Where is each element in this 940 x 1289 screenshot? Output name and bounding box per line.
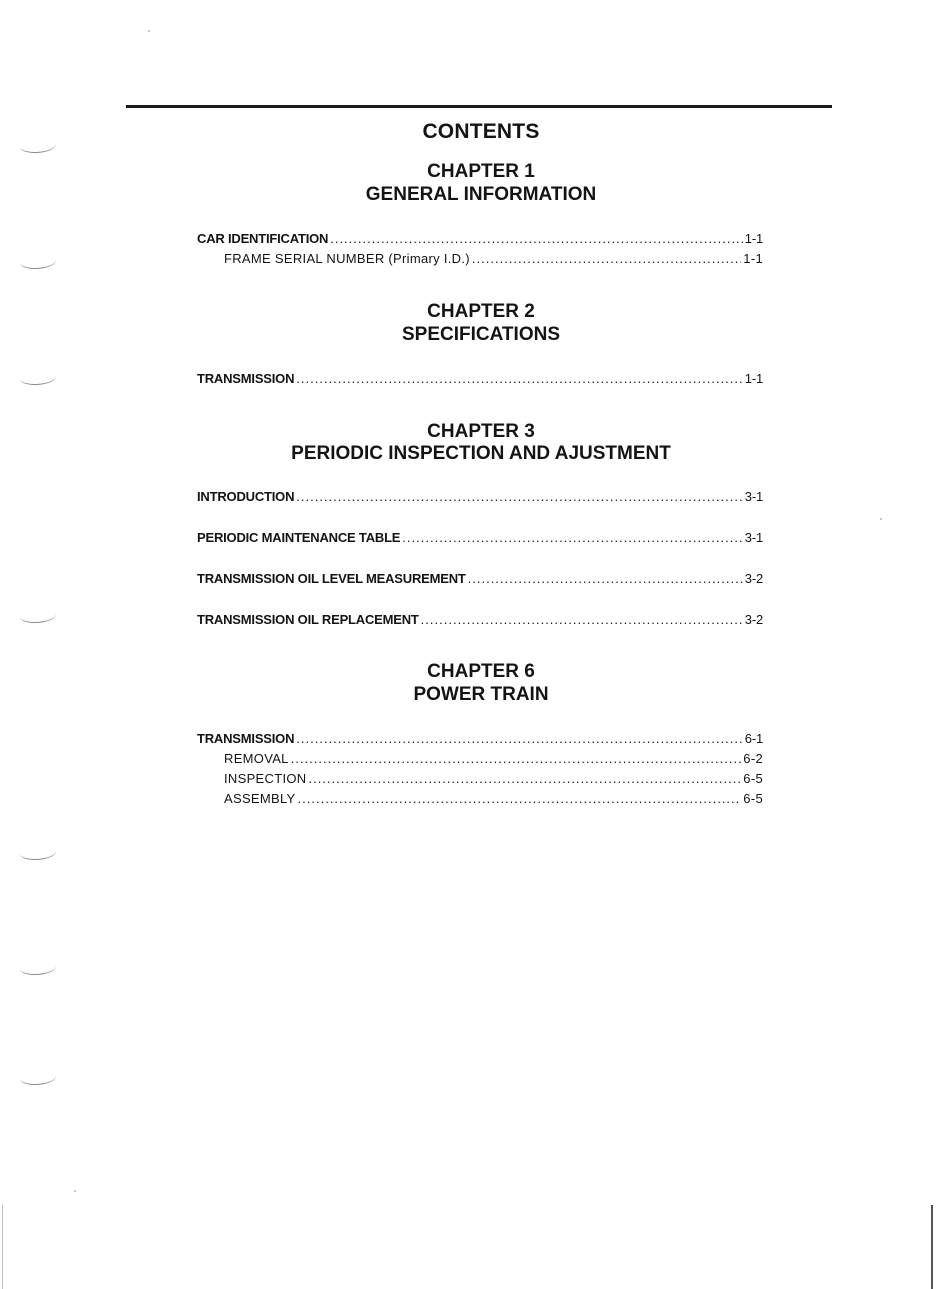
toc-entry-label: INSPECTION <box>224 771 307 786</box>
chapter-3-number: CHAPTER 3 <box>427 421 535 442</box>
toc-entry-page: 6-1 <box>744 731 763 746</box>
toc-entry-inspection[interactable] <box>224 770 763 787</box>
dot-leader <box>296 488 743 505</box>
chapter-6-number: CHAPTER 6 <box>427 661 535 682</box>
toc-entry-assembly[interactable] <box>224 790 763 807</box>
page-edge-line <box>931 1205 933 1289</box>
binder-hole-mark <box>20 1070 56 1085</box>
toc-entry-page: 1-1 <box>743 251 763 266</box>
toc-entry-page: 3-2 <box>744 612 763 627</box>
toc-entry-frame-serial-number[interactable] <box>224 250 763 267</box>
toc-entry-label: TRANSMISSION <box>197 371 295 386</box>
header-rule <box>126 105 832 108</box>
chapter-1-title: GENERAL INFORMATION <box>365 184 597 205</box>
toc-entry-car-identification[interactable] <box>197 230 763 247</box>
dot-leader <box>296 730 743 747</box>
binder-hole-mark <box>20 960 56 975</box>
toc-entry-label: TRANSMISSION OIL REPLACEMENT <box>197 612 419 627</box>
contents-title: CONTENTS <box>422 120 540 143</box>
toc-entry-label: ASSEMBLY <box>224 791 296 806</box>
toc-entry-introduction[interactable] <box>197 488 763 505</box>
toc-entry-page: 1-1 <box>744 231 763 246</box>
toc-entry-periodic-maintenance-table[interactable] <box>197 529 763 546</box>
toc-entry-oil-replacement[interactable] <box>197 611 763 628</box>
toc-entry-label: REMOVAL <box>224 751 289 766</box>
toc-entry-label: FRAME SERIAL NUMBER (Primary I.D.) <box>224 251 470 266</box>
toc-entry-oil-level-measurement[interactable] <box>197 570 763 587</box>
toc-entry-page: 3-1 <box>744 489 763 504</box>
toc-entry-page: 3-1 <box>744 530 763 545</box>
scan-speck <box>880 518 882 520</box>
binder-hole-mark <box>20 845 56 860</box>
scan-speck <box>148 30 150 32</box>
toc-entry-page: 6-5 <box>743 771 763 786</box>
dot-leader <box>421 611 743 628</box>
toc-entry-removal[interactable] <box>224 750 763 767</box>
dot-leader <box>291 750 742 767</box>
toc-entry-page: 3-2 <box>744 571 763 586</box>
toc-entry-transmission-power-train[interactable] <box>197 730 763 747</box>
chapter-1-number: CHAPTER 1 <box>427 161 535 182</box>
scan-speck <box>74 1190 76 1192</box>
chapter-3-title: PERIODIC INSPECTION AND AJUSTMENT <box>291 443 671 464</box>
binder-hole-mark <box>20 138 56 153</box>
dot-leader <box>296 370 743 387</box>
dot-leader <box>472 250 741 267</box>
binder-hole-mark <box>20 254 56 269</box>
toc-entry-page: 1-1 <box>744 371 763 386</box>
toc-entry-label: PERIODIC MAINTENANCE TABLE <box>197 530 401 545</box>
dot-leader <box>298 790 742 807</box>
page-edge-line <box>2 1205 3 1289</box>
toc-entry-label: CAR IDENTIFICATION <box>197 231 329 246</box>
toc-entry-label: TRANSMISSION OIL LEVEL MEASUREMENT <box>197 571 466 586</box>
toc-entry-label: TRANSMISSION <box>197 731 295 746</box>
toc-entry-page: 6-5 <box>743 791 763 806</box>
toc-entry-transmission-specs[interactable] <box>197 370 763 387</box>
dot-leader <box>402 529 743 546</box>
dot-leader <box>330 230 743 247</box>
dot-leader <box>468 570 743 587</box>
chapter-2-title: SPECIFICATIONS <box>402 324 560 345</box>
toc-entry-label: INTRODUCTION <box>197 489 295 504</box>
chapter-2-number: CHAPTER 2 <box>427 301 535 322</box>
chapter-6-title: POWER TRAIN <box>413 684 549 705</box>
toc-entry-page: 6-2 <box>743 751 763 766</box>
dot-leader <box>308 770 741 787</box>
binder-hole-mark <box>20 370 56 385</box>
binder-hole-mark <box>20 608 56 623</box>
